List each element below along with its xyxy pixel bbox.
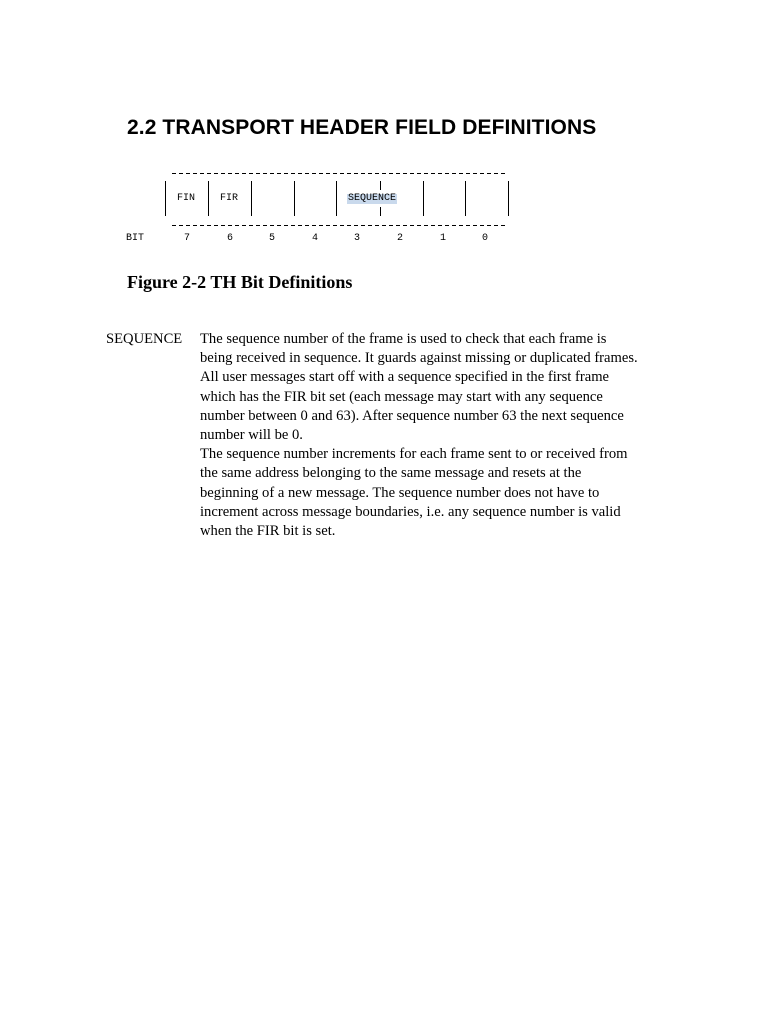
bit-number: 2 xyxy=(397,233,404,244)
bit-number: 7 xyxy=(184,233,191,244)
th-bit-diagram xyxy=(118,164,518,254)
definition-line: beginning of a new message. The sequence number does not have to xyxy=(200,484,600,501)
definition-line: The sequence number increments for each frame sent to or received from xyxy=(200,446,628,463)
definition-body xyxy=(200,330,680,541)
bit-number: 4 xyxy=(312,233,319,244)
section-heading: 2.2 TRANSPORT HEADER FIELD DEFINITIONS xyxy=(127,116,597,139)
bit-number: 3 xyxy=(354,233,361,244)
bit-number: 5 xyxy=(269,233,276,244)
definition-line: The sequence number of the frame is used to check that each frame is xyxy=(200,331,607,347)
bit-row-label: BIT xyxy=(126,233,145,244)
definition-line: when the FIR bit is set. xyxy=(200,523,336,540)
definition-line: All user messages start off with a sequence specified in the first frame xyxy=(200,369,610,386)
definition-line: which has the FIR bit set (each message may start with any sequence xyxy=(200,388,603,405)
bit-number: 0 xyxy=(482,233,489,244)
figure-caption: Figure 2-2 TH Bit Definitions xyxy=(127,272,353,292)
bit-number: 6 xyxy=(227,233,234,244)
field-fin-label: FIN xyxy=(177,193,196,204)
field-sequence-label: SEQUENCE xyxy=(348,193,397,204)
bit-number: 1 xyxy=(440,233,447,244)
definition-line: the same address belonging to the same message and resets at the xyxy=(200,465,582,482)
field-fir-label: FIR xyxy=(220,193,239,204)
definition-term: SEQUENCE xyxy=(106,331,183,347)
definition-line: being received in sequence. It guards against missing or duplicated frames. xyxy=(200,350,638,367)
definition-line: increment across message boundaries, i.e. any sequence number is valid xyxy=(200,503,621,520)
definition-line: number will be 0. xyxy=(200,427,303,444)
definition-line: number between 0 and 63). After sequence number 63 the next sequence xyxy=(200,407,624,424)
